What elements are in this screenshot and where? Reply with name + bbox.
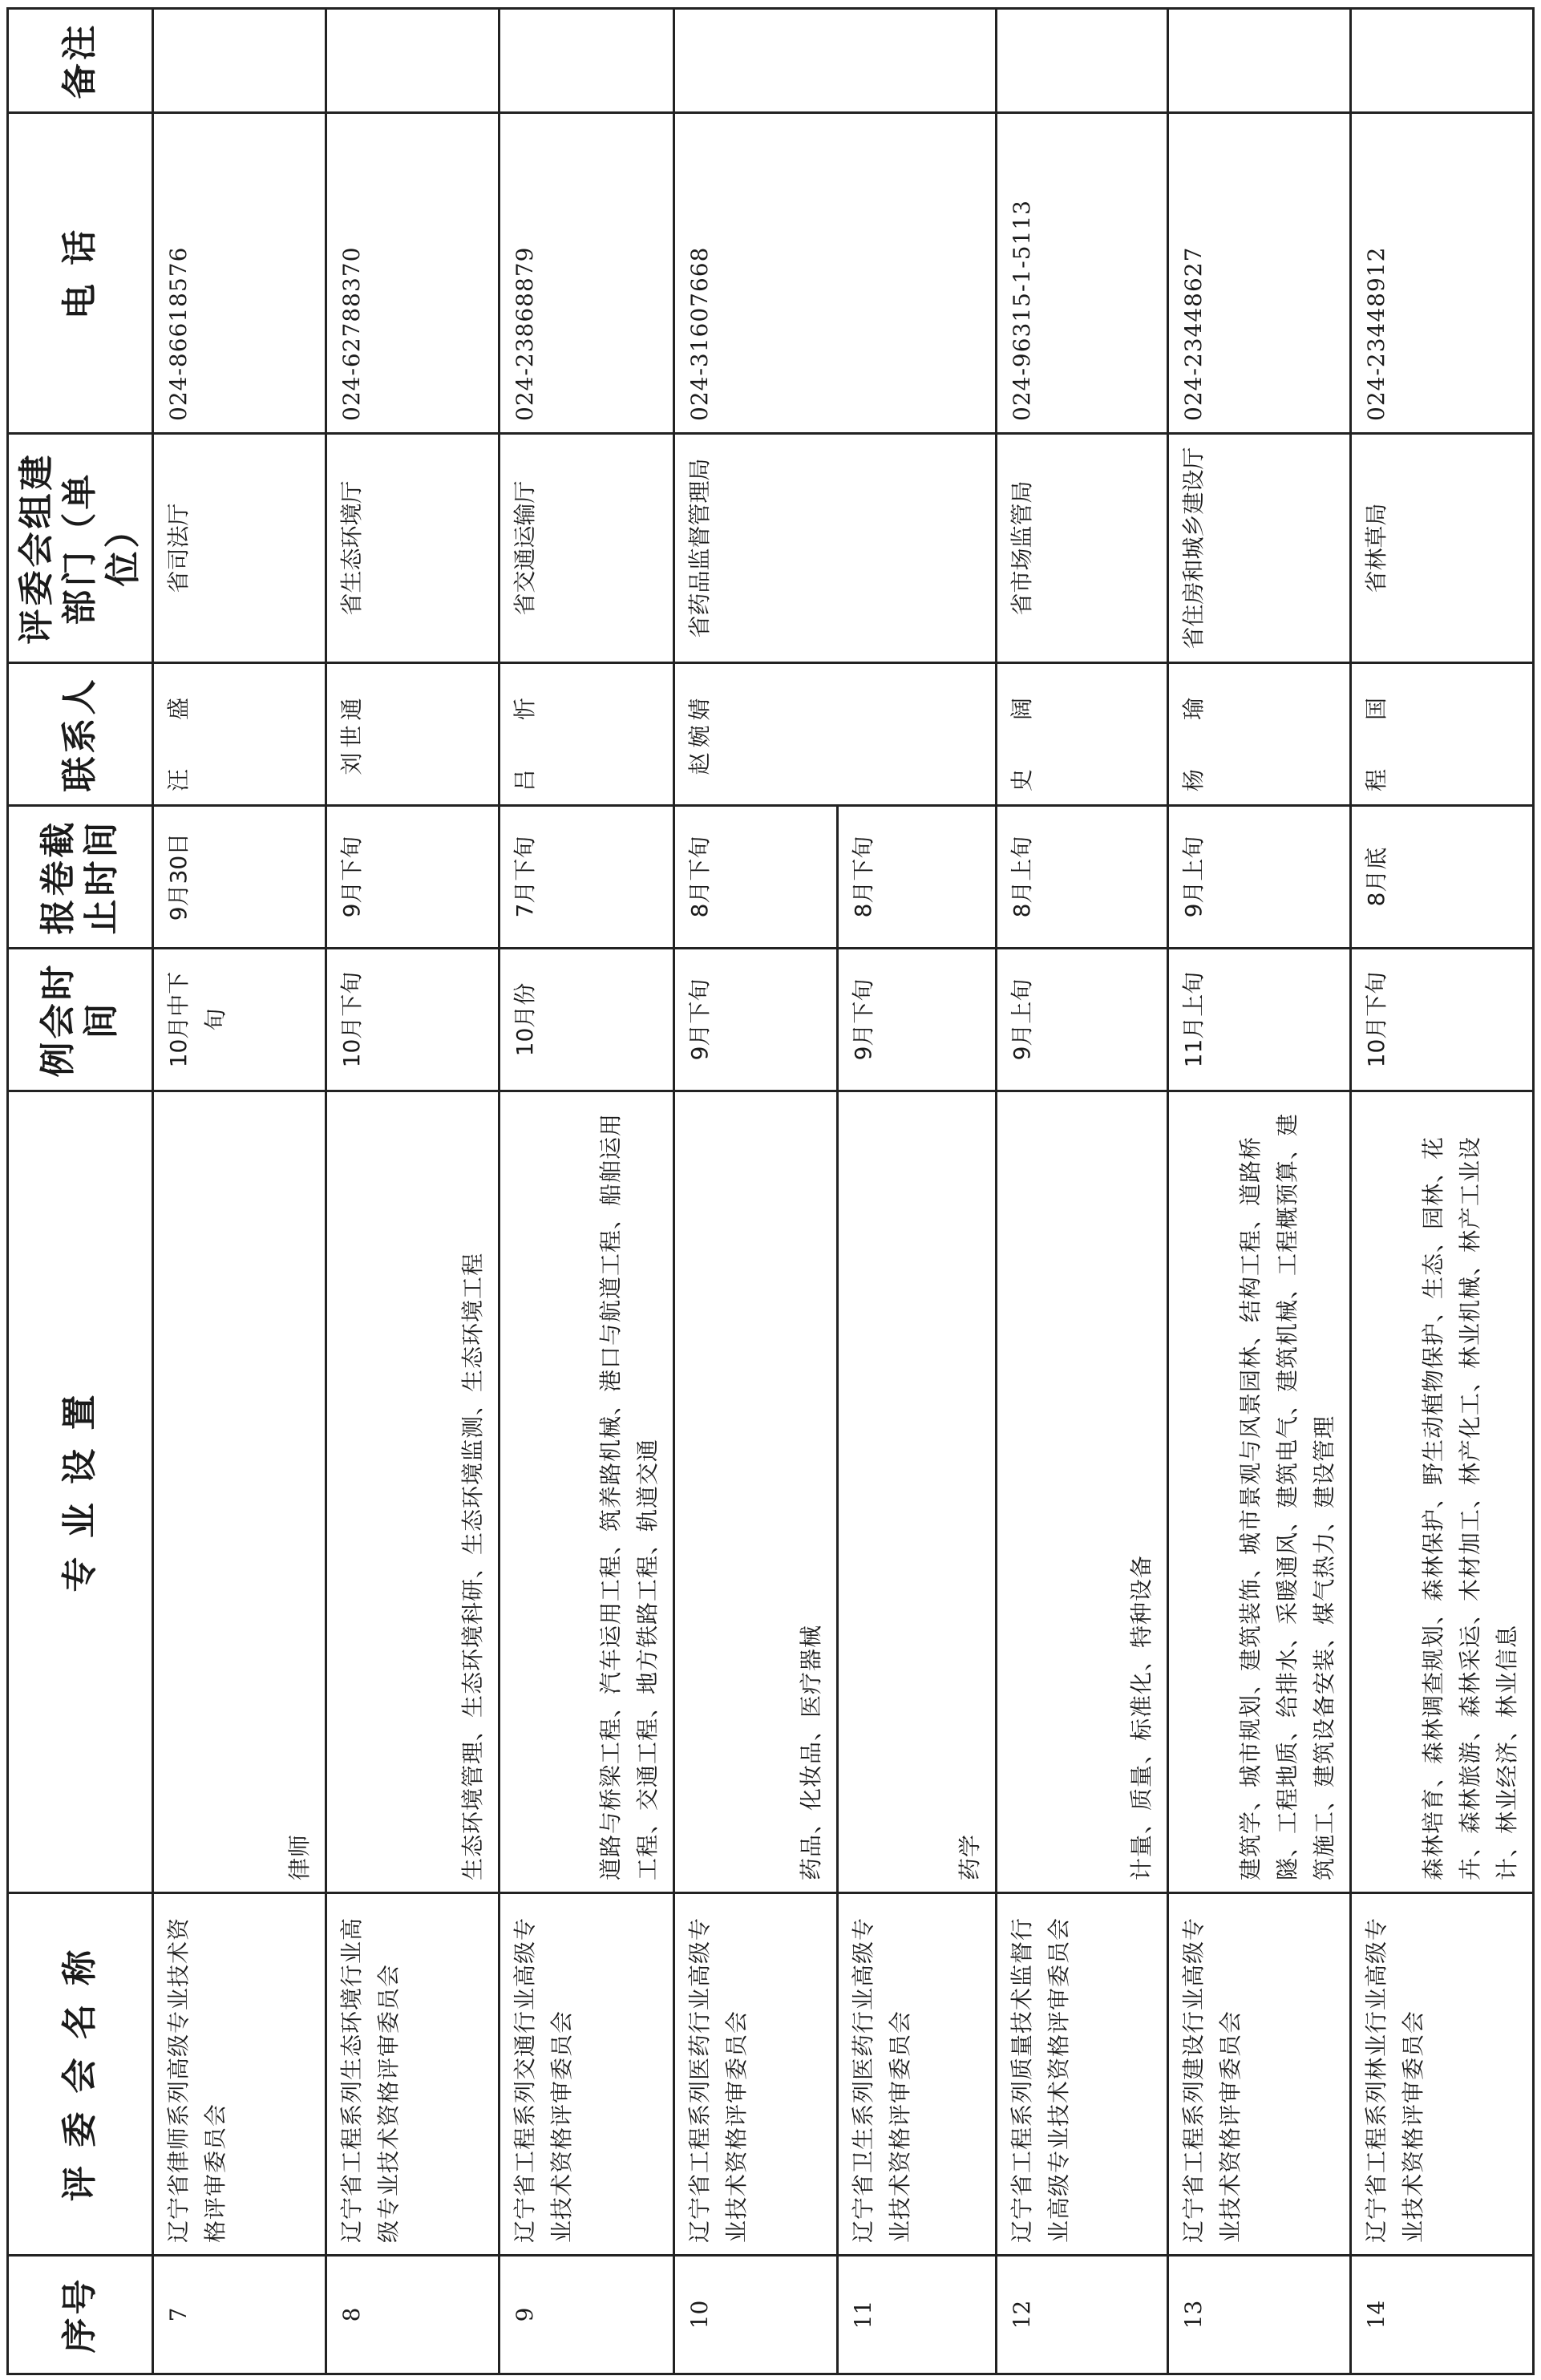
row-phone: 024-86618576: [153, 113, 326, 434]
table-row: [1168, 9, 1351, 2374]
table-row: [326, 9, 500, 2374]
row-dept: 省生态环境厅: [326, 434, 500, 663]
row-name: 辽宁省工程系列林业行业高级专业技术资格评审委员会: [1351, 1893, 1534, 2256]
row-index: 11: [838, 2256, 997, 2374]
row-phone: 024-23868879: [500, 113, 674, 434]
row-specialty: 建筑学、城市规划、建筑装饰、城市景观与风景园林、结构工程、道路桥隧、工程地质、给排水、采暖通风、建筑电气、建筑机械、工程概预算、建筑施工、建筑设备安装、煤气热力、建设管理: [1168, 1091, 1351, 1893]
row-remark: [1168, 9, 1351, 113]
row-meeting: 9月下旬: [838, 949, 997, 1091]
row-name: 辽宁省工程系列质量技术监督行业高级专业技术资格评审委员会: [997, 1893, 1168, 2256]
row-remark: [997, 9, 1168, 113]
header-index: 序号: [8, 2256, 153, 2374]
row-meeting: 10月下旬: [1351, 949, 1534, 1091]
header-row: [8, 9, 153, 2374]
row-specialty: 生态环境管理、生态环境科研、生态环境监测、生态环境工程: [326, 1091, 500, 1893]
row-index: 14: [1351, 2256, 1534, 2374]
row-meeting: 10月中下旬: [153, 949, 326, 1091]
row-dept: 省司法厅: [153, 434, 326, 663]
row-phone: 024-23448912: [1351, 113, 1534, 434]
row-contact: 刘世通: [326, 663, 500, 806]
row-specialty: 药品、化妆品、医疗器械: [674, 1091, 838, 1893]
row-deadline: 8月上旬: [997, 806, 1168, 949]
row-name: 辽宁省工程系列建设行业高级专业技术资格评审委员会: [1168, 1893, 1351, 2256]
row-deadline: 8月底: [1351, 806, 1534, 949]
row-deadline: 8月下旬: [674, 806, 838, 949]
table-row: [674, 9, 838, 2374]
row-remark: [153, 9, 326, 113]
row-meeting: 9月下旬: [674, 949, 838, 1091]
table-row: [1351, 9, 1534, 2374]
header-meeting: 例会时间: [8, 949, 153, 1091]
table-row: [997, 9, 1168, 2374]
row-phone: 024-23448627: [1168, 113, 1351, 434]
row-dept: 省林草局: [1351, 434, 1534, 663]
committee-table: [6, 7, 1535, 2375]
row-phone: 024-31607668: [674, 113, 997, 434]
row-index: 13: [1168, 2256, 1351, 2374]
row-remark: [1351, 9, 1534, 113]
row-contact: 程 国: [1351, 663, 1534, 806]
row-remark: [674, 9, 997, 113]
row-deadline: 9月下旬: [326, 806, 500, 949]
row-contact: 赵婉婧: [674, 663, 997, 806]
row-dept: 省住房和城乡建设厅: [1168, 434, 1351, 663]
row-meeting: 11月上旬: [1168, 949, 1351, 1091]
row-name: 辽宁省工程系列交通行业高级专业技术资格评审委员会: [500, 1893, 674, 2256]
row-remark: [500, 9, 674, 113]
row-deadline: 7月下旬: [500, 806, 674, 949]
row-meeting: 9月上旬: [997, 949, 1168, 1091]
row-dept: 省市场监管局: [997, 434, 1168, 663]
row-deadline: 8月下旬: [838, 806, 997, 949]
header-dept: 评委会组建部门（单位）: [8, 434, 153, 663]
row-name: 辽宁省卫生系列医药行业高级专业技术资格评审委员会: [838, 1893, 997, 2256]
row-meeting: 10月下旬: [326, 949, 500, 1091]
row-index: 12: [997, 2256, 1168, 2374]
row-deadline: 9月30日: [153, 806, 326, 949]
row-specialty: 计量、质量、标准化、特种设备: [997, 1091, 1168, 1893]
row-deadline: 9月上旬: [1168, 806, 1351, 949]
row-contact: 史 阔: [997, 663, 1168, 806]
row-index: 10: [674, 2256, 838, 2374]
row-index: 8: [326, 2256, 500, 2374]
row-phone: 024-62788370: [326, 113, 500, 434]
row-index: 9: [500, 2256, 674, 2374]
row-specialty: 律师: [153, 1091, 326, 1893]
row-specialty: 森林培育、森林调查规划、森林保护、野生动植物保护、生态、园林、花卉、森林旅游、森林采运、木材加工、林产化工、林业机械、林产工业设计、林业经济、林业信息: [1351, 1091, 1534, 1893]
row-specialty: 道路与桥梁工程、汽车运用工程、筑养路机械、港口与航道工程、船舶运用工程、交通工程、地方铁路工程、轨道交通: [500, 1091, 674, 1893]
header-name: 评 委 会 名 称: [8, 1893, 153, 2256]
row-phone: 024-96315-1-5113: [997, 113, 1168, 434]
header-remark: 备注: [8, 9, 153, 113]
row-contact: 汪 盛: [153, 663, 326, 806]
row-index: 7: [153, 2256, 326, 2374]
row-dept: 省药品监督管理局: [674, 434, 997, 663]
row-name: 辽宁省律师系列高级专业技术资格评审委员会: [153, 1893, 326, 2256]
row-name: 辽宁省工程系列生态环境行业高级专业技术资格评审委员会: [326, 1893, 500, 2256]
row-meeting: 10月份: [500, 949, 674, 1091]
row-name: 辽宁省工程系列医药行业高级专业技术资格评审委员会: [674, 1893, 838, 2256]
row-contact: 杨 瑜: [1168, 663, 1351, 806]
table-row: [153, 9, 326, 2374]
table-row: [500, 9, 674, 2374]
header-deadline: 报卷截止时间: [8, 806, 153, 949]
header-phone: 电 话: [8, 113, 153, 434]
header-specialty: 专 业 设 置: [8, 1091, 153, 1893]
header-contact: 联系人: [8, 663, 153, 806]
row-specialty: 药学: [838, 1091, 997, 1893]
row-contact: 吕 忻: [500, 663, 674, 806]
row-dept: 省交通运输厅: [500, 434, 674, 663]
row-remark: [326, 9, 500, 113]
